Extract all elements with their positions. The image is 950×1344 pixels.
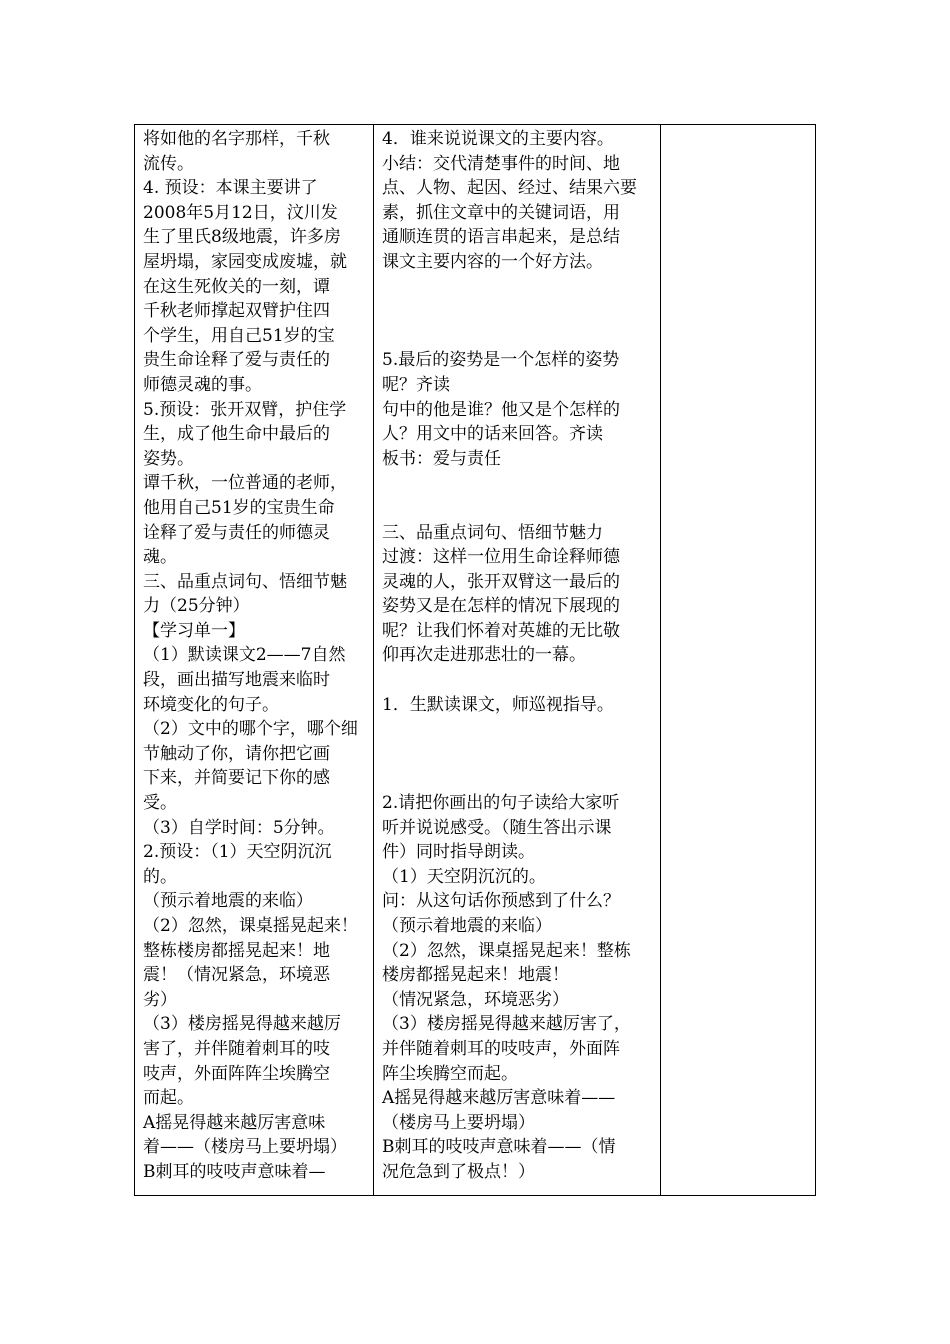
text-line: A摇晃得越来越厉害意味 — [143, 1112, 326, 1133]
text-line: 劣） — [143, 989, 177, 1010]
text-line: 的。 — [143, 866, 177, 887]
text-line: 件）同时指导朗读。 — [382, 842, 535, 863]
text-line: 诠释了爱与责任的师德灵 — [143, 522, 330, 543]
text-line: 仰再次走进那悲壮的一幕。 — [382, 645, 586, 666]
text-line: 呢？齐读 — [382, 374, 450, 395]
text-line: （3）自学时间：5分钟。 — [143, 817, 335, 838]
text-line — [382, 766, 654, 791]
text-line: （2）忽然，课桌摇晃起来！ — [143, 916, 358, 936]
text-line: 通顺连贯的语言串起来，是总结 — [382, 227, 620, 248]
text-line: 他用自己51岁的宝贵生命 — [143, 497, 335, 518]
text-line: 生了里氏8级地震，许多房 — [143, 227, 341, 248]
text-line: 姿势又是在怎样的情况下展现的 — [382, 596, 620, 617]
text-line: 段，画出描写地震来临时 — [143, 670, 330, 691]
text-line — [382, 496, 654, 521]
text-line: 况危急到了极点！） — [382, 1161, 535, 1182]
text-line: （预示着地震的来临） — [382, 916, 552, 936]
text-line: 板书：爱与责任 — [382, 448, 501, 469]
text-line: 问：从这句话你预感到了什么？ — [382, 891, 620, 912]
text-line: 三、品重点词句、悟细节魅力 — [382, 522, 603, 543]
table-row — [135, 125, 816, 1196]
text-line: 下来，并简要记下你的感 — [143, 768, 330, 789]
text-line: 小结：交代清楚事件的时间、地 — [382, 153, 620, 174]
text-line — [382, 471, 654, 496]
text-line: 灵魂的人，张开双臂这一最后的 — [382, 571, 620, 592]
text-line: 屋坍塌，家园变成废墟，就 — [143, 251, 347, 272]
text-line: （1）天空阴沉沉的。 — [382, 866, 546, 887]
notes-cell — [661, 125, 816, 1196]
text-line: 师德灵魂的事。 — [143, 374, 262, 395]
text-line: （1）默读课文2——7自然 — [143, 645, 346, 666]
text-line: 千秋老师撑起双臂护住四 — [143, 301, 330, 322]
text-line: B刺耳的吱吱声意味着——（情 — [382, 1137, 616, 1158]
text-line: 并伴随着刺耳的吱吱声，外面阵 — [382, 1038, 620, 1059]
text-line: 1．生默读课文，师巡视指导。 — [382, 694, 614, 715]
text-line: 受。 — [143, 793, 177, 814]
text-line: （楼房马上要坍塌） — [382, 1112, 535, 1133]
text-line: 着——（楼房马上要坍塌） — [143, 1137, 347, 1158]
text-line: 楼房都摇晃起来！地震！ — [382, 965, 569, 986]
text-line: B刺耳的吱吱声意味着— — [143, 1161, 326, 1182]
text-line: （3）楼房摇晃得越来越厉害了， — [382, 1014, 631, 1035]
student-activity-cell — [135, 125, 374, 1196]
text-line: 点、人物、起因、经过、结果六要 — [382, 178, 637, 199]
text-line: 三、品重点词句、悟细节魅 — [143, 571, 347, 592]
text-line: 流传。 — [143, 153, 194, 174]
lesson-plan-table — [134, 124, 816, 1196]
text-line — [382, 299, 654, 324]
text-line: 阵尘埃腾空而起。 — [382, 1063, 518, 1084]
text-line: （2）忽然，课桌摇晃起来！整栋 — [382, 940, 631, 961]
text-line: 句中的他是谁？他又是个怎样的 — [382, 399, 620, 420]
text-line: 过渡：这样一位用生命诠释师德 — [382, 547, 620, 568]
text-line: （3）楼房摇晃得越来越厉 — [143, 1014, 341, 1035]
text-line: 力（25分钟） — [143, 596, 250, 617]
text-line: 将如他的名字那样，千秋 — [143, 129, 330, 149]
text-line: 节触动了你，请你把它画 — [143, 743, 330, 764]
text-line — [382, 324, 654, 349]
text-line: 整栋楼房都摇晃起来！地 — [143, 940, 330, 961]
text-line: 【学习单一】 — [143, 620, 245, 641]
text-line: 课文主要内容的一个好方法。 — [382, 251, 603, 272]
text-line — [382, 742, 654, 767]
text-line — [382, 668, 654, 693]
text-line: 听并说说感受。（随生答出示课 — [382, 817, 612, 838]
text-line: 生，成了他生命中最后的 — [143, 424, 330, 445]
text-line: 害了，并伴随着刺耳的吱 — [143, 1038, 330, 1059]
text-line: 个学生，用自己51岁的宝 — [143, 325, 335, 346]
text-line: 贵生命诠释了爱与责任的 — [143, 350, 330, 371]
text-line: （2）文中的哪个字，哪个细 — [143, 719, 358, 740]
text-line: 4．谁来说说课文的主要内容。 — [382, 129, 614, 149]
text-line: （情况紧急，环境恶劣） — [382, 989, 569, 1010]
text-line: 谭千秋，一位普通的老师， — [143, 473, 347, 494]
text-line: 人？用文中的话来回答。齐读 — [382, 424, 603, 445]
text-line: 而起。 — [143, 1088, 194, 1109]
text-line: （预示着地震的来临） — [143, 891, 313, 912]
text-line: 2.请把你画出的句子读给大家听 — [382, 793, 620, 814]
text-line: A摇晃得越来越厉害意味着—— — [382, 1088, 616, 1109]
text-line: 魂。 — [143, 547, 177, 568]
text-line — [382, 275, 654, 300]
text-line: 呢？让我们怀着对英雄的无比敬 — [382, 620, 620, 641]
text-line: 5.最后的姿势是一个怎样的姿势 — [382, 350, 620, 371]
text-line: 5.预设：张开双臂，护住学 — [143, 399, 347, 420]
teacher-activity-cell — [374, 125, 661, 1196]
text-line: 4. 预设：本课主要讲了 — [143, 178, 318, 199]
text-line: 2.预设：（1）天空阴沉沉 — [143, 842, 332, 863]
text-line: 姿势。 — [143, 448, 194, 469]
text-line: 吱声，外面阵阵尘埃腾空 — [143, 1063, 330, 1084]
text-line: 震！（情况紧急，环境恶 — [143, 965, 330, 986]
text-line: 在这生死攸关的一刻，谭 — [143, 276, 330, 297]
text-line: 2008年5月12日，汶川发 — [143, 202, 338, 223]
text-line: 素，抓住文章中的关键词语，用 — [382, 202, 620, 223]
text-line: 环境变化的句子。 — [143, 694, 279, 715]
text-line — [382, 717, 654, 742]
